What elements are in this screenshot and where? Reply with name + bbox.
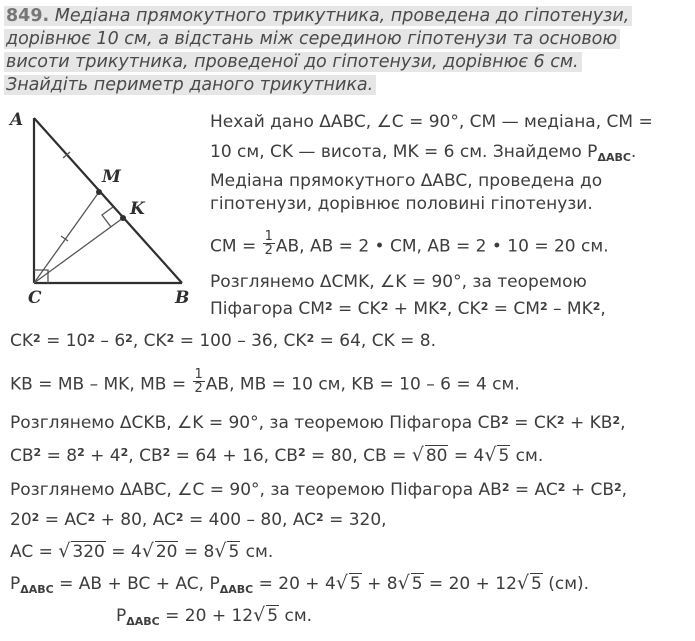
solution-line-12: Розглянемо ΔABC, ∠C = 90°, за теоремою Піфагора $AB^2 = AC^2 + CB^2$,	[10, 480, 628, 500]
right-angle-mark-k	[102, 207, 113, 227]
solution-line-3: Медіана прямокутного ΔABC, проведена до	[210, 171, 603, 191]
solution-line-1: Нехай дано ΔABC, ∠C = 90°, CM — медіана, CM =	[210, 112, 653, 132]
solution-line-2: 10 см, CK — висота, MK = 6 см. Знайдемо $P_{\Delta ABC}$.	[210, 142, 637, 164]
label-b: B	[175, 288, 190, 308]
fraction-half: $\frac{1}{2}$	[264, 229, 273, 258]
problem-number: 849.	[6, 6, 50, 26]
solution-line-11: $CB^2 = 8^2 + 4^2$, $CB^2 = 64 + 16$, $CB^2 = 80$, CB = √ 80 = 4√ 5 см.	[10, 444, 544, 466]
solution-line-5: CM = $\frac{1}{2}$ AB, AB = 2 • CM, AB = 2 • 10 = 20 см.	[210, 229, 609, 258]
solution-line-13: $20^2 = AC^2 + 80$, $AC^2 = 400 - 80$, $AC^2 = 320$,	[10, 510, 387, 530]
solution-line-7: Піфагора $CM^2 = CK^2 + MK^2$, $CK^2 = CM^2 - MK^2$,	[210, 299, 606, 319]
point-m	[96, 189, 102, 195]
solution-line-6: Розглянемо ΔCMK, ∠K = 90°, за теоремою	[210, 272, 587, 292]
problem-line-4: Знайдіть периметр даного трикутника.	[4, 75, 376, 95]
label-a: A	[10, 110, 24, 130]
solution-line-8: $CK^2 = 10^2 - 6^2$, $CK^2 = 100 - 36$, $CK^2 = 64$, CK = 8.	[10, 331, 436, 351]
point-k	[120, 215, 126, 221]
solution-final-answer: $P_{\Delta ABC} = 20 + 12√$ 5 см.	[116, 604, 313, 628]
side-ab	[34, 118, 182, 283]
solution-line-15: $P_{\Delta ABC}$ = AB + BC + AC, $P_{\Delta ABC} = 20 + 4√$ 5 + 8√ 5 = 20 + 12√ 5 (см).	[10, 572, 590, 596]
solution-line-4: гіпотенузи, дорівнює половині гіпотенузи.	[210, 194, 593, 214]
label-k: K	[130, 199, 145, 219]
problem-line-2: дорівнює 10 см, а відстань між серединою гіпотенузи та основою	[4, 29, 620, 49]
fraction-half-2: $\frac{1}{2}$	[194, 367, 203, 396]
problem-line-1: Медіана прямокутного трикутника, проведена до гіпотенузи,	[54, 6, 630, 26]
label-m: M	[102, 167, 121, 187]
solution-line-14: AC = √ 320 = 4√ 20 = 8√ 5 см.	[10, 540, 274, 562]
solution-line-10: Розглянемо ΔCKB, ∠K = 90°, за теоремою Піфагора $CB^2 = CK^2 + KB^2$,	[10, 413, 626, 433]
solution-line-9: KB = MB – MK, MB = $\frac{1}{2}$ AB, MB = 10 см, KB = 10 – 6 = 4 см.	[10, 367, 520, 396]
label-c: C	[28, 288, 42, 308]
problem-line-3: висоти трикутника, проведеної до гіпотенузи, дорівнює 6 см.	[4, 52, 582, 72]
